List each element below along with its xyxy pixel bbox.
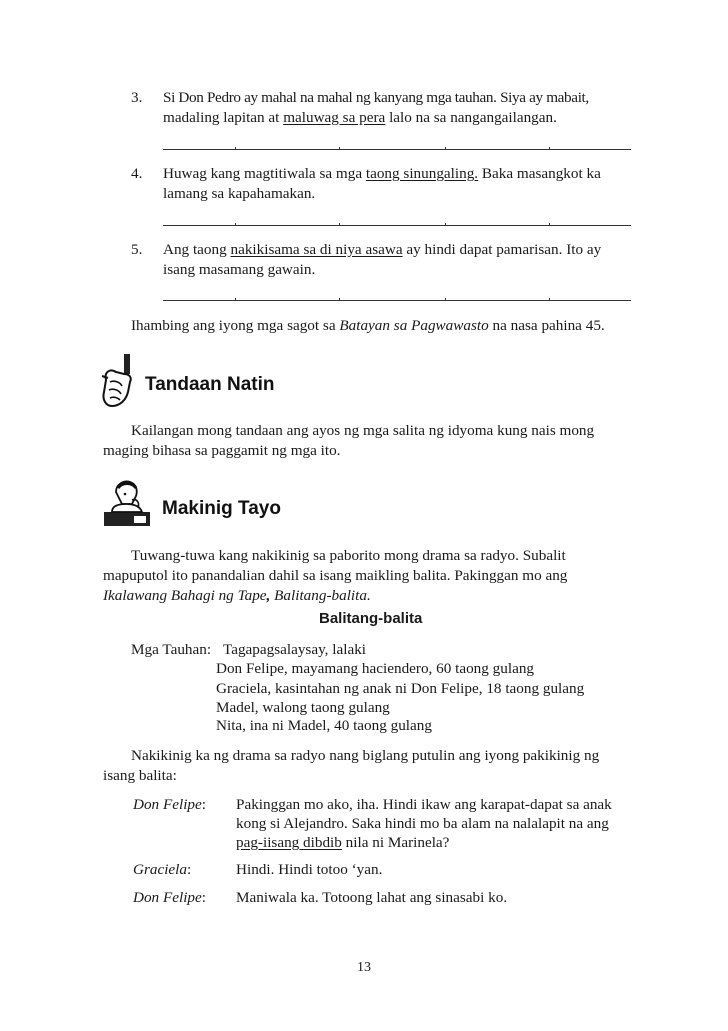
makinig-text-line: Tuwang-tuwa kang nakikinig sa paborito mong drama sa radyo. Subalit bbox=[131, 547, 566, 564]
text-segment: : bbox=[187, 861, 192, 878]
underlined-idiom: nakikisama sa di niya asawa bbox=[230, 241, 403, 258]
page-number: 13 bbox=[357, 960, 371, 975]
item-text-line: Si Don Pedro ay mahal na mahal ng kanyang mga tauhan. Siya ay mabait, bbox=[163, 89, 589, 106]
pointing-hand-icon bbox=[100, 352, 140, 410]
speech-line: Maniwala ka. Totoong lahat ang sinasabi ko. bbox=[236, 889, 508, 906]
text-segment: ay hindi dapat pamarisan. Ito ay bbox=[402, 241, 602, 258]
section-heading-makinig: Makinig Tayo bbox=[162, 498, 281, 519]
makinig-text-line bbox=[103, 586, 371, 606]
answer-key-instruction bbox=[131, 316, 605, 336]
characters-label: Mga Tauhan: bbox=[131, 641, 212, 658]
speaker bbox=[133, 888, 206, 908]
section-heading-tandaan: Tandaan Natin bbox=[145, 374, 275, 395]
drama-title: Balitang-balita bbox=[319, 610, 423, 627]
character-entry: Graciela, kasintahan ng anak ni Don Felipe, 18 taong gulang bbox=[216, 680, 585, 697]
text-segment: madaling lapitan at bbox=[163, 109, 284, 126]
character-entry: Tagapagsalaysay, lalaki bbox=[223, 641, 367, 658]
speech-line bbox=[236, 833, 449, 853]
answer-key-title: Batayan sa Pagwawasto bbox=[339, 317, 489, 334]
underlined-idiom: pag-iisang dibdib bbox=[236, 834, 342, 851]
text-segment: : bbox=[201, 889, 206, 906]
text-segment: : bbox=[201, 796, 206, 813]
text-segment: Huwag kang magtitiwala sa mga bbox=[163, 165, 366, 182]
item-text-line: isang masamang gawain. bbox=[163, 261, 316, 278]
item-text-line bbox=[163, 240, 601, 260]
intro-text-line: isang balita: bbox=[103, 767, 177, 784]
answer-blank-line[interactable] bbox=[163, 300, 631, 301]
speech-line: kong si Alejandro. Saka hindi mo ba alam na nalalapit na ang bbox=[236, 815, 609, 832]
underlined-idiom: taong sinungaling. bbox=[365, 165, 479, 182]
makinig-text-line: mapuputol ito panandalian dahil sa isang maikling balita. Pakinggan mo ang bbox=[103, 567, 568, 584]
listening-person-icon bbox=[102, 478, 152, 528]
item-number: 3. bbox=[131, 89, 143, 106]
text-segment: Ang taong bbox=[163, 241, 231, 258]
tandaan-text-line: maging bihasa sa paggamit ng mga ito. bbox=[103, 442, 341, 459]
speech-line: Hindi. Hindi totoo ‘yan. bbox=[236, 861, 383, 878]
character-entry: Don Felipe, mayamang haciendero, 60 taong gulang bbox=[216, 660, 535, 677]
tape-subtitle: Balitang-balita. bbox=[270, 587, 371, 604]
item-text-line bbox=[163, 108, 557, 128]
answer-blank-line[interactable] bbox=[163, 149, 631, 150]
text-segment: lalo na sa nangangailangan. bbox=[385, 109, 557, 126]
speaker-name: Don Felipe bbox=[133, 796, 202, 813]
item-text-line: lamang sa kapahamakan. bbox=[163, 185, 316, 202]
tandaan-text-line: Kailangan mong tandaan ang ayos ng mga salita ng idyoma kung nais mong bbox=[131, 422, 595, 439]
character-entry: Madel, walong taong gulang bbox=[216, 699, 390, 716]
text-segment: Baka masangkot ka bbox=[478, 165, 601, 182]
answer-blank-line[interactable] bbox=[163, 225, 631, 226]
tape-title: Ikalawang Bahagi ng Tape bbox=[103, 587, 267, 604]
text-segment: na nasa pahina 45. bbox=[488, 317, 605, 334]
item-number: 5. bbox=[131, 241, 143, 258]
speaker-name: Don Felipe bbox=[133, 889, 202, 906]
character-entry: Nita, ina ni Madel, 40 taong gulang bbox=[216, 717, 432, 734]
text-segment: nila ni Marinela? bbox=[341, 834, 450, 851]
text-segment: Ihambing ang iyong mga sagot sa bbox=[131, 317, 340, 334]
speaker bbox=[133, 795, 206, 815]
speaker bbox=[133, 860, 191, 880]
underlined-idiom: maluwag sa pera bbox=[283, 109, 386, 126]
item-number: 4. bbox=[131, 165, 143, 182]
speaker-name: Graciela bbox=[133, 861, 187, 878]
intro-text-line: Nakikinig ka ng drama sa radyo nang biglang putulin ang iyong pakikinig ng bbox=[131, 747, 600, 764]
speech-line: Pakinggan mo ako, iha. Hindi ikaw ang karapat-dapat sa anak bbox=[236, 796, 612, 813]
text-segment: , bbox=[266, 587, 271, 604]
item-text-line bbox=[163, 164, 601, 184]
